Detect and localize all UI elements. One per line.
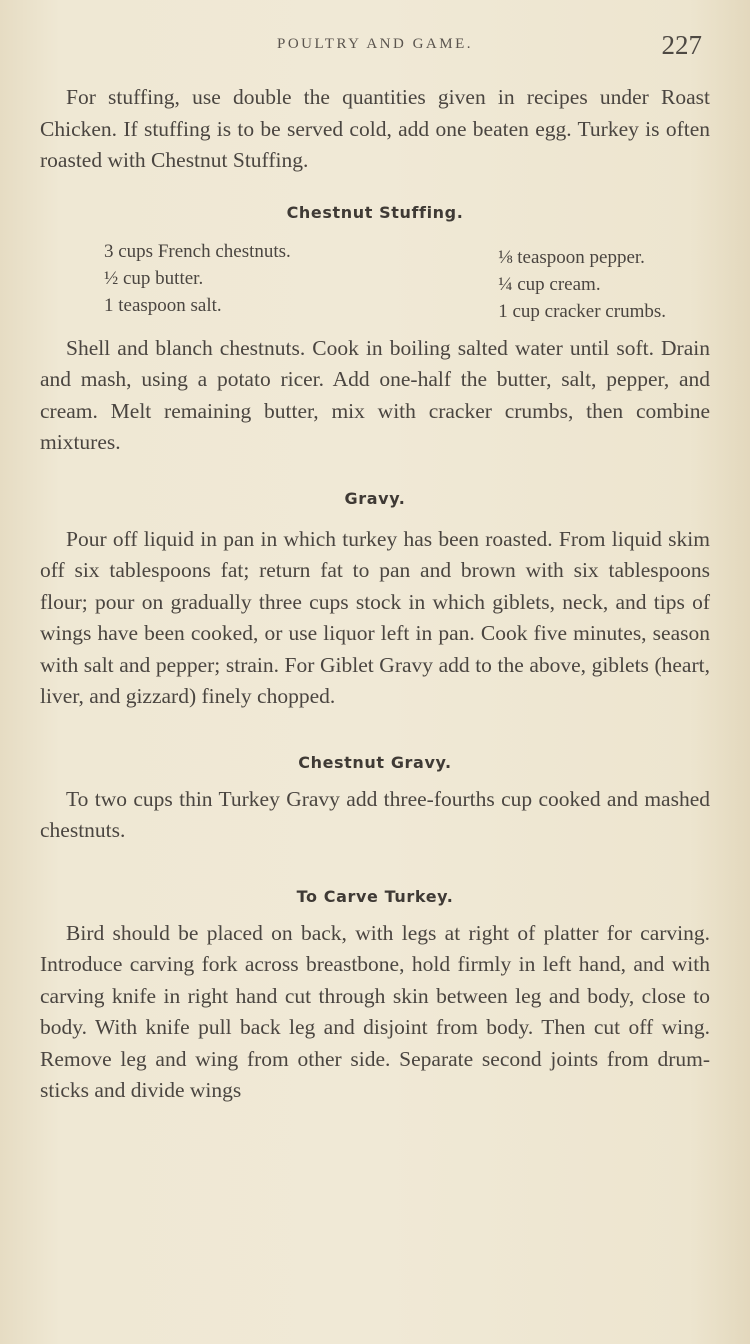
intro-paragraph: For stuffing, use double the quantities given in recipes under Roast Chicken. If stuffing is to be served cold, add one beaten egg. Turkey is often roasted with Chestnut Stuffing. — [40, 85, 710, 172]
running-title: POULTRY AND GAME. — [277, 36, 473, 52]
chestnut-stuffing-heading: Chestnut Stuffing. — [286, 202, 464, 222]
page-number: 227 — [661, 30, 702, 60]
ingredient-column-left — [104, 238, 291, 325]
chestnut-gravy-heading: Chestnut Gravy. — [298, 752, 452, 772]
gravy-paragraph: Pour off liquid in pan in which turkey has been roasted. From liquid skim off six tablespoons fat; return fat to pan and brown with six tablespoons flour; pour on gradually three cups stock in which giblets, neck, and tips of wings have been cooked, or use liquor left in pan. Cook five minutes, season with salt and pepper; strain. For Giblet Gravy add to the above, giblets (heart, liver, and gizzard) finely chopped. — [40, 526, 710, 708]
chestnut-stuffing-method: Shell and blanch chestnuts. Cook in boiling salted water until soft. Drain and mash, using a potato ricer. Add one-half the butter, salt, pepper, and cream. Melt remaining butter, mix with cracker crumbs, then combine mixtures. — [40, 335, 710, 454]
ingredient-column-right — [498, 244, 666, 325]
ingredient-item: ½ cup butter. — [104, 267, 204, 289]
running-head — [40, 28, 710, 64]
ingredient-item: ¼ cup cream. — [498, 273, 601, 295]
carve-turkey-heading: To Carve Turkey. — [296, 886, 454, 906]
gravy-heading: Gravy. — [344, 488, 406, 508]
ingredient-item: ⅛ teaspoon pepper. — [498, 246, 645, 268]
ingredient-item: 1 teaspoon salt. — [104, 294, 222, 316]
ingredient-item: 3 cups French chestnuts. — [104, 240, 291, 262]
carve-turkey-paragraph: Bird should be placed on back, with legs at right of platter for carving. Introduce carving fork across breastbone, hold firmly in left hand, and with carving knife in right hand cut through skin between leg and body, close to body. With knife pull back leg and disjoint from body. Then cut off wing. Remove leg and wing from other side. Separate second joints from drum-sticks and divide wings — [40, 920, 710, 1102]
ingredient-item: 1 cup cracker crumbs. — [498, 300, 666, 322]
chestnut-gravy-paragraph: To two cups thin Turkey Gravy add three-fourths cup cooked and mashed chestnuts. — [40, 786, 710, 842]
ingredient-list — [40, 238, 710, 325]
